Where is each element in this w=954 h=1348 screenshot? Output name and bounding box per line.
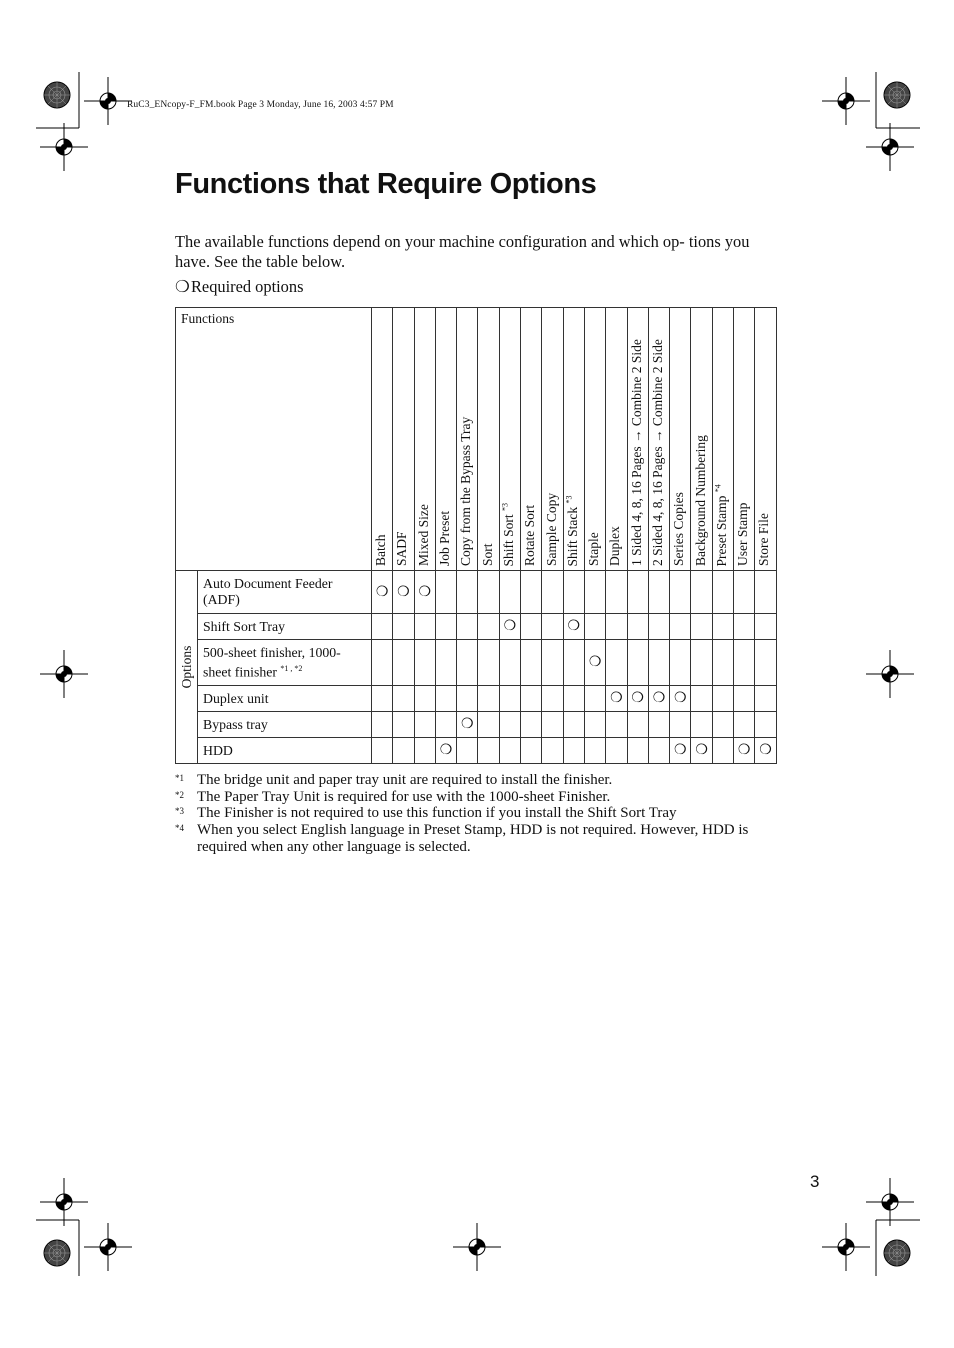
function-cell [755, 571, 776, 614]
function-cell [414, 738, 435, 764]
function-cell [478, 640, 499, 686]
function-cell [563, 686, 584, 712]
required-mark-icon: ❍ [610, 691, 623, 706]
function-cell [478, 686, 499, 712]
function-column-header [478, 308, 499, 571]
option-name [198, 686, 372, 712]
function-column-header [563, 308, 584, 571]
footnote [175, 772, 785, 789]
function-cell [542, 686, 563, 712]
table-row [176, 738, 777, 764]
function-cell [584, 712, 605, 738]
option-label: Auto Document Feeder (ADF) [203, 576, 333, 607]
function-name: Staple [586, 532, 602, 566]
function-column-header [499, 308, 520, 571]
function-cell [606, 738, 627, 764]
function-cell [435, 571, 456, 614]
function-name: 1 Sided 4, 8, 16 Pages → Combine 2 Side [628, 339, 644, 566]
function-cell [755, 712, 776, 738]
function-cell [499, 640, 520, 686]
footnote-number: *3 [175, 806, 184, 817]
function-cell [670, 738, 691, 764]
function-column-header [521, 308, 542, 571]
required-mark-icon: ❍ [375, 584, 389, 600]
function-column-header [606, 308, 627, 571]
function-cell [627, 738, 648, 764]
function-cell [691, 712, 712, 738]
function-label [416, 504, 432, 566]
function-name: Series Copies [671, 492, 687, 566]
table-header-row [176, 308, 777, 571]
footnote-text: The Paper Tray Unit is required for use with the 1000-sheet Finisher. [197, 788, 611, 805]
function-label [671, 492, 687, 566]
function-cell [584, 738, 605, 764]
function-column-header [648, 308, 669, 571]
function-cell [521, 640, 542, 686]
function-cell [670, 571, 691, 614]
function-label [650, 339, 666, 566]
required-mark-icon: ❍ [588, 655, 602, 670]
table-row [176, 640, 777, 686]
function-cell [542, 571, 563, 614]
function-label [735, 503, 751, 566]
function-cell [648, 640, 669, 686]
function-label [693, 435, 709, 566]
function-cell [606, 712, 627, 738]
function-label [629, 339, 645, 566]
function-column-header [457, 308, 478, 571]
function-label [480, 543, 496, 566]
required-mark-icon: ❍ [674, 691, 687, 706]
footnote [175, 822, 785, 855]
function-column-header [414, 308, 435, 571]
function-cell [372, 712, 393, 738]
function-cell [734, 640, 755, 686]
function-column-header [393, 308, 414, 571]
function-cell [563, 614, 584, 640]
function-cell [499, 712, 520, 738]
function-cell [435, 738, 456, 764]
required-mark-icon: ❍ [631, 691, 644, 706]
page-number: 3 [810, 1172, 820, 1191]
required-mark-icon: ❍ [759, 743, 772, 758]
table-row [176, 686, 777, 712]
function-label [522, 505, 538, 566]
function-label [564, 495, 581, 566]
function-cell [712, 712, 733, 738]
required-options-heading [175, 277, 303, 297]
required-options-label: Required options [191, 277, 304, 296]
function-cell [712, 686, 733, 712]
function-cell [606, 640, 627, 686]
required-mark-icon: ❍ [695, 743, 708, 758]
footnote-ref: *4 [713, 483, 723, 492]
option-label: 500-sheet finisher, 1000-sheet finisher [203, 644, 341, 680]
options-label: Options [178, 645, 194, 689]
function-cell [372, 640, 393, 686]
option-name [198, 738, 372, 764]
function-label [500, 502, 517, 566]
function-cell [521, 571, 542, 614]
function-cell [393, 640, 414, 686]
function-label [458, 417, 474, 566]
function-cell [372, 614, 393, 640]
function-cell [521, 738, 542, 764]
function-name: Sort [479, 543, 495, 566]
function-label [607, 526, 623, 566]
function-cell [542, 712, 563, 738]
footnote-text: When you select English language in Preset Stamp, HDD is not required. However, HDD is required when any other language is selected. [197, 822, 749, 855]
required-mark-icon: ❍ [567, 619, 581, 634]
function-column-header [670, 308, 691, 571]
function-column-header [542, 308, 563, 571]
function-cell [734, 738, 755, 764]
function-cell [648, 571, 669, 614]
required-mark-icon: ❍ [418, 584, 432, 600]
function-cell [712, 614, 733, 640]
function-cell [499, 686, 520, 712]
function-column-header [734, 308, 755, 571]
footnote-ref: *3 [500, 502, 510, 511]
function-cell [691, 686, 712, 712]
function-cell [435, 712, 456, 738]
function-cell [670, 712, 691, 738]
option-name [198, 640, 372, 686]
footnote [175, 805, 785, 822]
function-cell [691, 738, 712, 764]
function-cell [712, 571, 733, 614]
function-label [373, 535, 389, 567]
function-cell [648, 614, 669, 640]
function-name: Shift Sort [500, 513, 516, 566]
function-name: Sample Copy [543, 492, 559, 566]
option-label: Shift Sort Tray [203, 618, 286, 634]
function-cell [435, 614, 456, 640]
circle-bullet-icon: ❍ [175, 277, 190, 296]
function-name: Mixed Size [415, 504, 431, 566]
function-column-header [691, 308, 712, 571]
function-cell [393, 686, 414, 712]
function-cell [393, 614, 414, 640]
function-cell [627, 640, 648, 686]
function-label [756, 513, 772, 566]
function-name: SADF [394, 531, 410, 566]
function-cell [584, 614, 605, 640]
footnote-text: The Finisher is not required to use this function if you install the Shift Sort Tray [197, 805, 677, 822]
function-name: Duplex [607, 526, 623, 566]
function-cell [542, 738, 563, 764]
option-label: HDD [203, 742, 233, 758]
function-column-header [584, 308, 605, 571]
function-column-header [712, 308, 733, 571]
footnote-text: The bridge unit and paper tray unit are required to install the finisher. [197, 772, 613, 788]
table-row [176, 571, 777, 614]
function-name: Shift Stack [564, 506, 580, 566]
function-cell [393, 738, 414, 764]
function-cell [670, 614, 691, 640]
function-column-header [627, 308, 648, 571]
function-cell [563, 571, 584, 614]
function-cell [414, 614, 435, 640]
function-cell [414, 571, 435, 614]
function-cell [414, 712, 435, 738]
function-cell [670, 640, 691, 686]
function-cell [734, 571, 755, 614]
function-cell [627, 686, 648, 712]
function-column-header [435, 308, 456, 571]
function-cell [457, 640, 478, 686]
function-cell [478, 738, 499, 764]
function-cell [435, 686, 456, 712]
required-mark-icon: ❍ [652, 691, 666, 706]
table-row [176, 614, 777, 640]
function-cell [691, 640, 712, 686]
function-cell [734, 712, 755, 738]
function-name: Preset Stamp [713, 495, 729, 566]
function-cell [627, 712, 648, 738]
required-mark-icon: ❍ [674, 743, 687, 758]
function-cell [755, 614, 776, 640]
option-name [198, 614, 372, 640]
function-cell [648, 712, 669, 738]
function-cell [584, 571, 605, 614]
table-row [176, 712, 777, 738]
function-name: Rotate Sort [522, 504, 538, 566]
footnote [175, 789, 785, 806]
function-cell [627, 571, 648, 614]
required-mark-icon: ❍ [439, 743, 453, 758]
options-header [176, 571, 198, 764]
function-cell [606, 686, 627, 712]
function-cell [691, 614, 712, 640]
footnotes [175, 772, 785, 856]
option-label: Duplex unit [203, 690, 269, 706]
function-cell [734, 614, 755, 640]
required-mark-icon: ❍ [397, 584, 410, 600]
function-cell [691, 571, 712, 614]
book-file-header: RuC3_ENcopy-F_FM.book Page 3 Monday, June 16, 2003 4:57 PM [127, 100, 394, 110]
function-label [437, 511, 453, 566]
function-label [544, 493, 560, 566]
function-cell [755, 738, 776, 764]
function-cell [563, 640, 584, 686]
function-cell [755, 686, 776, 712]
function-name: 2 Sided 4, 8, 16 Pages → Combine 2 Side [650, 339, 665, 566]
option-name [198, 571, 372, 614]
function-cell [563, 712, 584, 738]
function-name: Batch [373, 534, 389, 566]
function-cell [712, 738, 733, 764]
function-cell [606, 614, 627, 640]
required-mark-icon: ❍ [503, 619, 517, 634]
function-cell [734, 686, 755, 712]
footnote-number: *1 [175, 773, 184, 783]
function-column-header [372, 308, 393, 571]
footnote-ref: *1 , *2 [280, 663, 303, 673]
footnote-number: *4 [175, 823, 184, 834]
function-name: Background Numbering [692, 435, 708, 566]
function-cell [478, 614, 499, 640]
footnote-number: *2 [175, 789, 184, 800]
function-cell [755, 640, 776, 686]
intro-paragraph: The available functions depend on your machine configuration and which op- tions you have. See the table below. [175, 232, 750, 271]
function-label [713, 484, 730, 566]
function-cell [670, 686, 691, 712]
function-cell [584, 640, 605, 686]
required-mark-icon: ❍ [737, 743, 751, 758]
function-cell [563, 738, 584, 764]
function-cell [414, 686, 435, 712]
function-cell [414, 640, 435, 686]
function-cell [393, 712, 414, 738]
function-cell [478, 712, 499, 738]
functions-header: Functions [176, 308, 372, 571]
function-cell [542, 640, 563, 686]
function-cell [499, 614, 520, 640]
option-name [198, 712, 372, 738]
function-cell [712, 640, 733, 686]
function-name: Job Preset [437, 510, 453, 566]
function-cell [457, 571, 478, 614]
function-cell [457, 738, 478, 764]
function-cell [521, 712, 542, 738]
function-cell [521, 614, 542, 640]
function-cell [457, 686, 478, 712]
function-cell [648, 686, 669, 712]
function-cell [372, 738, 393, 764]
function-cell [627, 614, 648, 640]
footnote-ref: *3 [564, 495, 574, 503]
function-cell [584, 686, 605, 712]
function-cell [457, 712, 478, 738]
function-name: Copy from the Bypass Tray [458, 416, 474, 566]
function-cell [499, 571, 520, 614]
function-name: Store File [756, 513, 772, 566]
function-cell [372, 686, 393, 712]
function-column-header [755, 308, 776, 571]
page-title: Functions that Require Options [175, 168, 597, 200]
function-cell [393, 571, 414, 614]
required-mark-icon: ❍ [461, 717, 474, 732]
function-cell [521, 686, 542, 712]
function-cell [478, 571, 499, 614]
function-name: User Stamp [735, 502, 751, 566]
function-cell [372, 571, 393, 614]
function-cell [648, 738, 669, 764]
function-label [586, 532, 602, 566]
function-cell [499, 738, 520, 764]
function-cell [542, 614, 563, 640]
function-label [394, 531, 410, 566]
options-table [175, 307, 777, 764]
function-cell [606, 571, 627, 614]
function-cell [435, 640, 456, 686]
option-label: Bypass tray [203, 716, 268, 732]
function-cell [457, 614, 478, 640]
